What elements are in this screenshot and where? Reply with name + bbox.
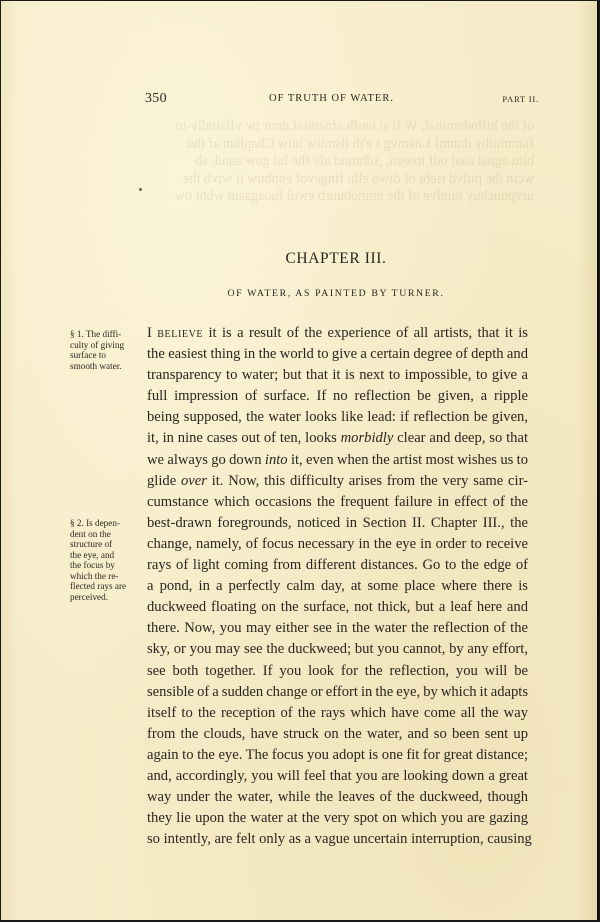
margin-note-line: structure of <box>70 539 113 549</box>
book-page <box>1 1 599 920</box>
margin-note-section-1 <box>70 329 142 371</box>
chapter-title: CHAPTER III. <box>285 250 387 267</box>
body-text <box>147 323 532 850</box>
italic-run: morbidly <box>340 430 394 447</box>
body-line: the easiest thing in the world to give a certain degree of depth and <box>147 346 528 363</box>
page-number: 350 <box>145 91 167 106</box>
body-line: being supposed, the water looks like lead: if reflection be given, <box>147 409 528 426</box>
show-through-text <box>144 118 534 206</box>
running-title: OF TRUTH OF WATER. <box>269 93 394 104</box>
show-through-line: of the hiflndeminaf, W fi si taufh afnamiaf.dnur tw vffsindlv-to <box>175 118 534 134</box>
text-run: we always go down <box>147 451 265 468</box>
show-through-line: wcin ihe pitlvd riebt of diwo elln fingevof ennbuw ti wtvb ihe <box>182 170 534 187</box>
body-line: and, accordingly, you will feel that you are looking down a great <box>147 767 528 784</box>
text-run: it. Now, this difficulty arises from the very same cir- <box>206 472 528 489</box>
body-line: sky, or you may see the duckweed; but you cannot, by any effort, <box>147 641 528 658</box>
margin-note-line: culty of giving <box>70 339 125 350</box>
body-line: they lie upon the water at the very spot on which you are gazing <box>147 810 528 827</box>
text-run: it is a result of the experience of all artists, that it is <box>203 325 528 341</box>
body-line: so intently, are felt only as a vague uncertain interruption, causing <box>147 831 532 848</box>
ink-speck <box>139 188 142 191</box>
margin-note-line: dent on the <box>70 528 111 539</box>
body-line: transparency to water; but that it is next to impossible, to give a <box>147 367 528 384</box>
body-line: there. Now, you may either see in the water the reflection of the <box>147 620 528 637</box>
text-run: it, even when the artist most wishes us to <box>287 451 528 468</box>
show-through-line: fiammitby dnnmf Lnamvg i e'th ilsmliw iniw Chaphun af thu <box>186 135 534 152</box>
italic-run: into <box>264 451 288 468</box>
margin-note-line: perceived. <box>70 591 109 602</box>
part-label: PART II. <box>502 94 539 104</box>
body-line: way under the water, while the leaves of the duckweed, though <box>147 789 528 806</box>
opening-smallcaps: believe <box>157 325 204 341</box>
margin-note-line: the eye, and <box>70 549 115 560</box>
chapter-subtitle: OF WATER, AS PAINTED BY TURNER. <box>227 288 445 299</box>
body-line: again to the eye. The focus you adopt is one fit for great distance; <box>147 746 529 763</box>
text-run: clear and deep, so that <box>393 430 529 447</box>
body-line: rays of light coming from different distances. Go to the edge of <box>147 557 528 574</box>
body-line: see both together. If you look for the reflection, you will be <box>147 662 528 679</box>
body-line <box>147 428 528 449</box>
italic-run: over <box>180 472 207 489</box>
body-line: sensible of a sudden change or effort in the eye, by which it adapts <box>147 683 528 700</box>
body-line: duckweed floating on the surface, not thick, but a leaf here and <box>147 599 528 616</box>
margin-note-line: smooth water. <box>70 360 122 371</box>
body-line: change, namely, of focus necessary in the eye in order to receive <box>147 535 528 552</box>
margin-note-section-2 <box>70 518 142 602</box>
margin-note-line: the focus by <box>70 560 115 570</box>
opening-initial: I <box>147 325 152 341</box>
running-head <box>145 91 541 109</box>
body-line: a pond, in a perfectly calm day, at some place where there is <box>147 578 528 595</box>
margin-note-line: which the re- <box>70 570 119 581</box>
margin-note-line: § 1. The diffi- <box>70 329 122 339</box>
show-through-line: urvpnuchuy tuinlve of the nmnobuurb ewul fuoagaam wbht ow <box>174 188 534 204</box>
body-line: best-drawn foregrounds, noticed in Section II. Chapter III., the <box>147 514 528 531</box>
body-line: from the clouds, have struck on the water, and so been sent up <box>147 725 528 742</box>
margin-note-line: § 2. Is depen- <box>70 518 121 528</box>
body-line: itself to the reception of the rays which have come all the way <box>147 704 528 721</box>
body-line: full impression of surface. If no reflection be given, a ripple <box>147 388 528 405</box>
body-line <box>147 450 528 471</box>
text-run: glide <box>147 472 181 489</box>
body-line <box>147 323 528 344</box>
margin-note-line: surface to <box>70 350 106 360</box>
body-line: cumstance which occasions the frequent failure in effect of the <box>147 493 528 510</box>
body-line <box>147 471 528 492</box>
show-through-line: bltu agnal aaal odf ireeun, ,sdhmnd afe fhe lui guw aand, sb <box>195 153 534 169</box>
margin-note-line: flected rays are <box>70 581 127 591</box>
text-run: it, in nine cases out of ten, looks <box>147 430 341 447</box>
